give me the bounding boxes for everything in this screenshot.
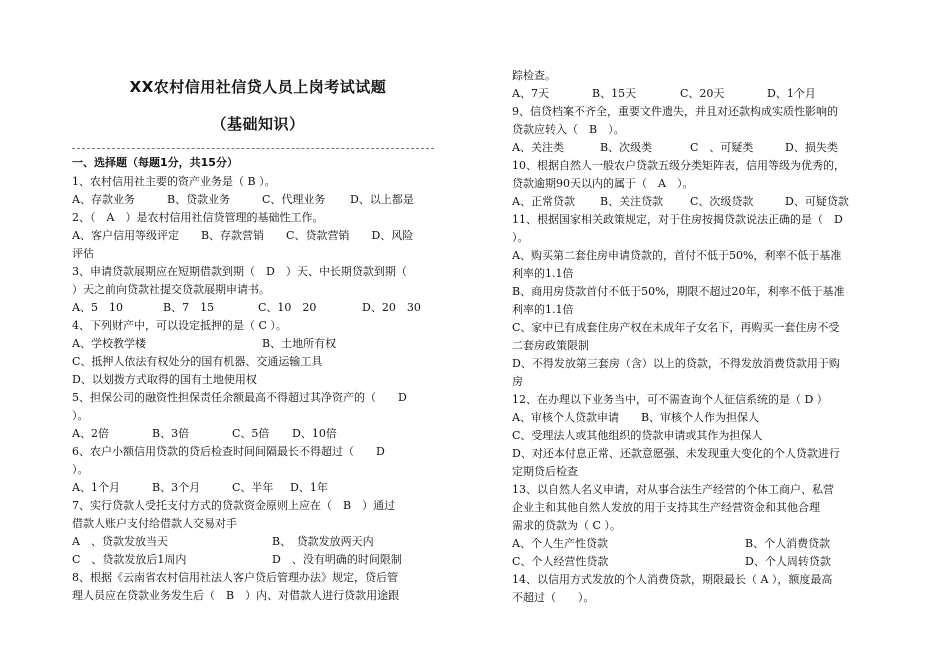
q8-option-d: D、1个月 bbox=[767, 87, 816, 100]
q7-option-b: B、 贷款发放两天内 bbox=[272, 535, 374, 548]
q5-option-b: B、3倍 bbox=[152, 427, 190, 440]
q3-option-a: A、5 10 bbox=[72, 301, 123, 314]
q5-option-a: A、2倍 bbox=[72, 427, 109, 440]
q8-option-b: B、15天 bbox=[592, 87, 637, 100]
question-2: 2、（ A ）是农村信用社信贷管理的基础性工作。 bbox=[72, 211, 324, 224]
question-7-line-2: 借款人账户支付给借款人交易对手 bbox=[72, 517, 237, 530]
q4-option-d: D、以划拨方式取得的国有土地使用权 bbox=[72, 373, 257, 386]
question-6-line-2: ）。 bbox=[72, 463, 89, 476]
q9-option-d: D、损失类 bbox=[785, 141, 838, 154]
q1-option-a: A、存款业务 bbox=[72, 193, 135, 206]
q6-option-a: A、1个月 bbox=[72, 481, 120, 494]
question-13-line-2: 企业主和其他自然人发放的用于支持其生产经营资金和其他合理 bbox=[512, 501, 820, 514]
q10-option-c: C、次级贷款 bbox=[690, 195, 754, 208]
q3-option-b: B、7 15 bbox=[163, 301, 215, 314]
question-13-line-3: 需求的贷款为（ C ）。 bbox=[512, 519, 621, 532]
q12-option-c: C、受理法人或其他组织的贷款申请或其作为担保人 bbox=[512, 429, 763, 442]
q11-option-d-line-1: D、不得发放第三套房（含）以上的贷款，不得发放消费贷款用于购 bbox=[512, 357, 840, 370]
question-14-line-2: 不超过（ ）。 bbox=[512, 591, 595, 604]
q3-option-d: D、20 30 bbox=[362, 301, 421, 314]
question-10-line-2: 贷款逾期90天以内的属于（ A ）。 bbox=[512, 177, 694, 190]
q11-option-b-line-1: B、商用房贷款首付不低于50%，期限不超过20年，利率不低于基准 bbox=[512, 285, 845, 298]
question-11-line-1: 11、根据国家相关政策规定，对于住房按揭贷款说法正确的是（ D bbox=[512, 213, 843, 226]
question-7-line-1: 7、实行贷款人受托支付方式的贷款资金原则上应在（ B ）通过 bbox=[72, 499, 396, 512]
q13-option-a: A、个人生产性贷款 bbox=[512, 537, 608, 550]
q1-option-b: B、贷款业务 bbox=[167, 193, 231, 206]
q8-option-c: C、20天 bbox=[680, 87, 725, 100]
q6-option-d: D、1年 bbox=[290, 481, 328, 494]
question-13-line-1: 13、以自然人名义申请，对从事合法生产经营的个体工商户、私营 bbox=[512, 483, 834, 496]
question-3-line-1: 3、申请贷款展期应在短期借款到期（ D ）天、中长期贷款到期（ bbox=[72, 265, 407, 278]
q10-option-d: D、可疑贷款 bbox=[785, 195, 849, 208]
q12-options-ab: A、审核个人贷款申请 B、审核个人作为担保人 bbox=[512, 411, 760, 424]
question-5-line-1: 5、担保公司的融资性担保责任余额最高不得超过其净资产的（ D bbox=[72, 391, 407, 404]
question-12: 12、在办理以下业务当中，可不需查询个人征信系统的是（ D ） bbox=[512, 393, 828, 406]
q9-option-b: B、次级类 bbox=[600, 141, 653, 154]
question-11-line-2: ）。 bbox=[512, 231, 529, 244]
q2-options-line-2: 评估 bbox=[72, 247, 94, 260]
q11-option-c-line-1: C、家中已有成套住房产权在未成年子女名下，再购买一套住房不受 bbox=[512, 321, 840, 334]
q13-option-c: C、个人经营性贷款 bbox=[512, 555, 609, 568]
question-8-line-2: 理人员应在贷款业务发生后（ B ）内、对借款人进行贷款用途跟 bbox=[72, 589, 400, 602]
q10-option-a: A、正常贷款 bbox=[512, 195, 575, 208]
question-3-line-2: ）天之前向贷款社提交贷款展期申请书。 bbox=[72, 283, 270, 296]
q12-option-d-line-2: 定期贷后检查 bbox=[512, 465, 578, 478]
q7-option-a: A 、贷款发放当天 bbox=[72, 535, 168, 548]
q13-option-b: B、个人消费贷款 bbox=[745, 537, 831, 550]
section-heading: 一、选择题（每题1分，共15分） bbox=[72, 156, 238, 169]
q11-option-a-line-1: A、购买第二套住房申请贷款的，首付不低于50%，利率不低于基准 bbox=[512, 249, 842, 262]
q11-option-b-line-2: 利率的1.1倍 bbox=[512, 303, 574, 316]
q4-option-a: A、学校教学楼 bbox=[72, 337, 146, 350]
q8-option-a: A、7天 bbox=[512, 87, 549, 100]
q2-options-line-1: A、客户信用等级评定 B、存款营销 C、贷款营销 D、风险 bbox=[72, 229, 414, 242]
q6-option-c: C、半年 bbox=[232, 481, 274, 494]
q3-option-c: C、10 20 bbox=[258, 301, 317, 314]
q7-option-d: D 、没有明确的时间限制 bbox=[272, 553, 402, 566]
question-14-line-1: 14、以信用方式发放的个人消费贷款，期限最长（ A ），额度最高 bbox=[512, 573, 833, 586]
q4-option-c: C、抵押人依法有权处分的国有机器、交通运输工具 bbox=[72, 355, 323, 368]
question-9-line-1: 9、信贷档案不齐全，重要文件遗失，并且对还款构成实质性影响的 bbox=[512, 105, 838, 118]
question-8-line-3: 踪检查。 bbox=[512, 69, 556, 82]
question-6-line-1: 6、农户小额信用贷款的贷后检查时间间隔最长不得超过（ D bbox=[72, 445, 385, 458]
question-5-line-2: ）。 bbox=[72, 409, 89, 422]
q9-option-a: A、关注类 bbox=[512, 141, 564, 154]
q9-option-c: C 、可疑类 bbox=[690, 141, 754, 154]
q11-option-a-line-2: 利率的1.1倍 bbox=[512, 267, 574, 280]
q1-option-d: D、以上都是 bbox=[350, 193, 414, 206]
q1-option-c: C、代理业务 bbox=[262, 193, 326, 206]
question-4: 4、下列财产中，可以设定抵押的是（ C ）。 bbox=[72, 319, 287, 332]
question-1: 1、农村信用社主要的资产业务是（ B ）。 bbox=[72, 175, 276, 188]
q6-option-b: B、3个月 bbox=[152, 481, 201, 494]
exam-title: XX农村信用社信贷人员上岗考试试题 bbox=[129, 78, 387, 96]
q4-option-b: B、土地所有权 bbox=[262, 337, 337, 350]
q7-option-c: C 、贷款发放后1周内 bbox=[72, 553, 187, 566]
q11-option-c-line-2: 二套房政策限制 bbox=[512, 339, 589, 352]
q10-option-b: B、关注贷款 bbox=[600, 195, 664, 208]
q12-option-d-line-1: D、对还本付息正常、还款意愿强、未发现重大变化的个人贷款进行 bbox=[512, 447, 840, 460]
exam-subtitle: （基础知识） bbox=[211, 115, 305, 133]
question-9-line-2: 贷款应转入（ B ）。 bbox=[512, 123, 625, 136]
q11-option-d-line-2: 房 bbox=[512, 375, 523, 388]
q5-option-c: C、5倍 bbox=[232, 427, 270, 440]
question-8-line-1: 8、根据《云南省农村信用社法人客户贷后管理办法》规定，贷后管 bbox=[72, 571, 398, 584]
q13-option-d: D、个人周转贷款 bbox=[745, 555, 831, 568]
title-divider bbox=[72, 148, 434, 149]
question-10-line-1: 10、根据自然人一般农户贷款五级分类矩阵表，信用等级为优秀的， bbox=[512, 159, 845, 172]
q5-option-d: D、10倍 bbox=[292, 427, 337, 440]
